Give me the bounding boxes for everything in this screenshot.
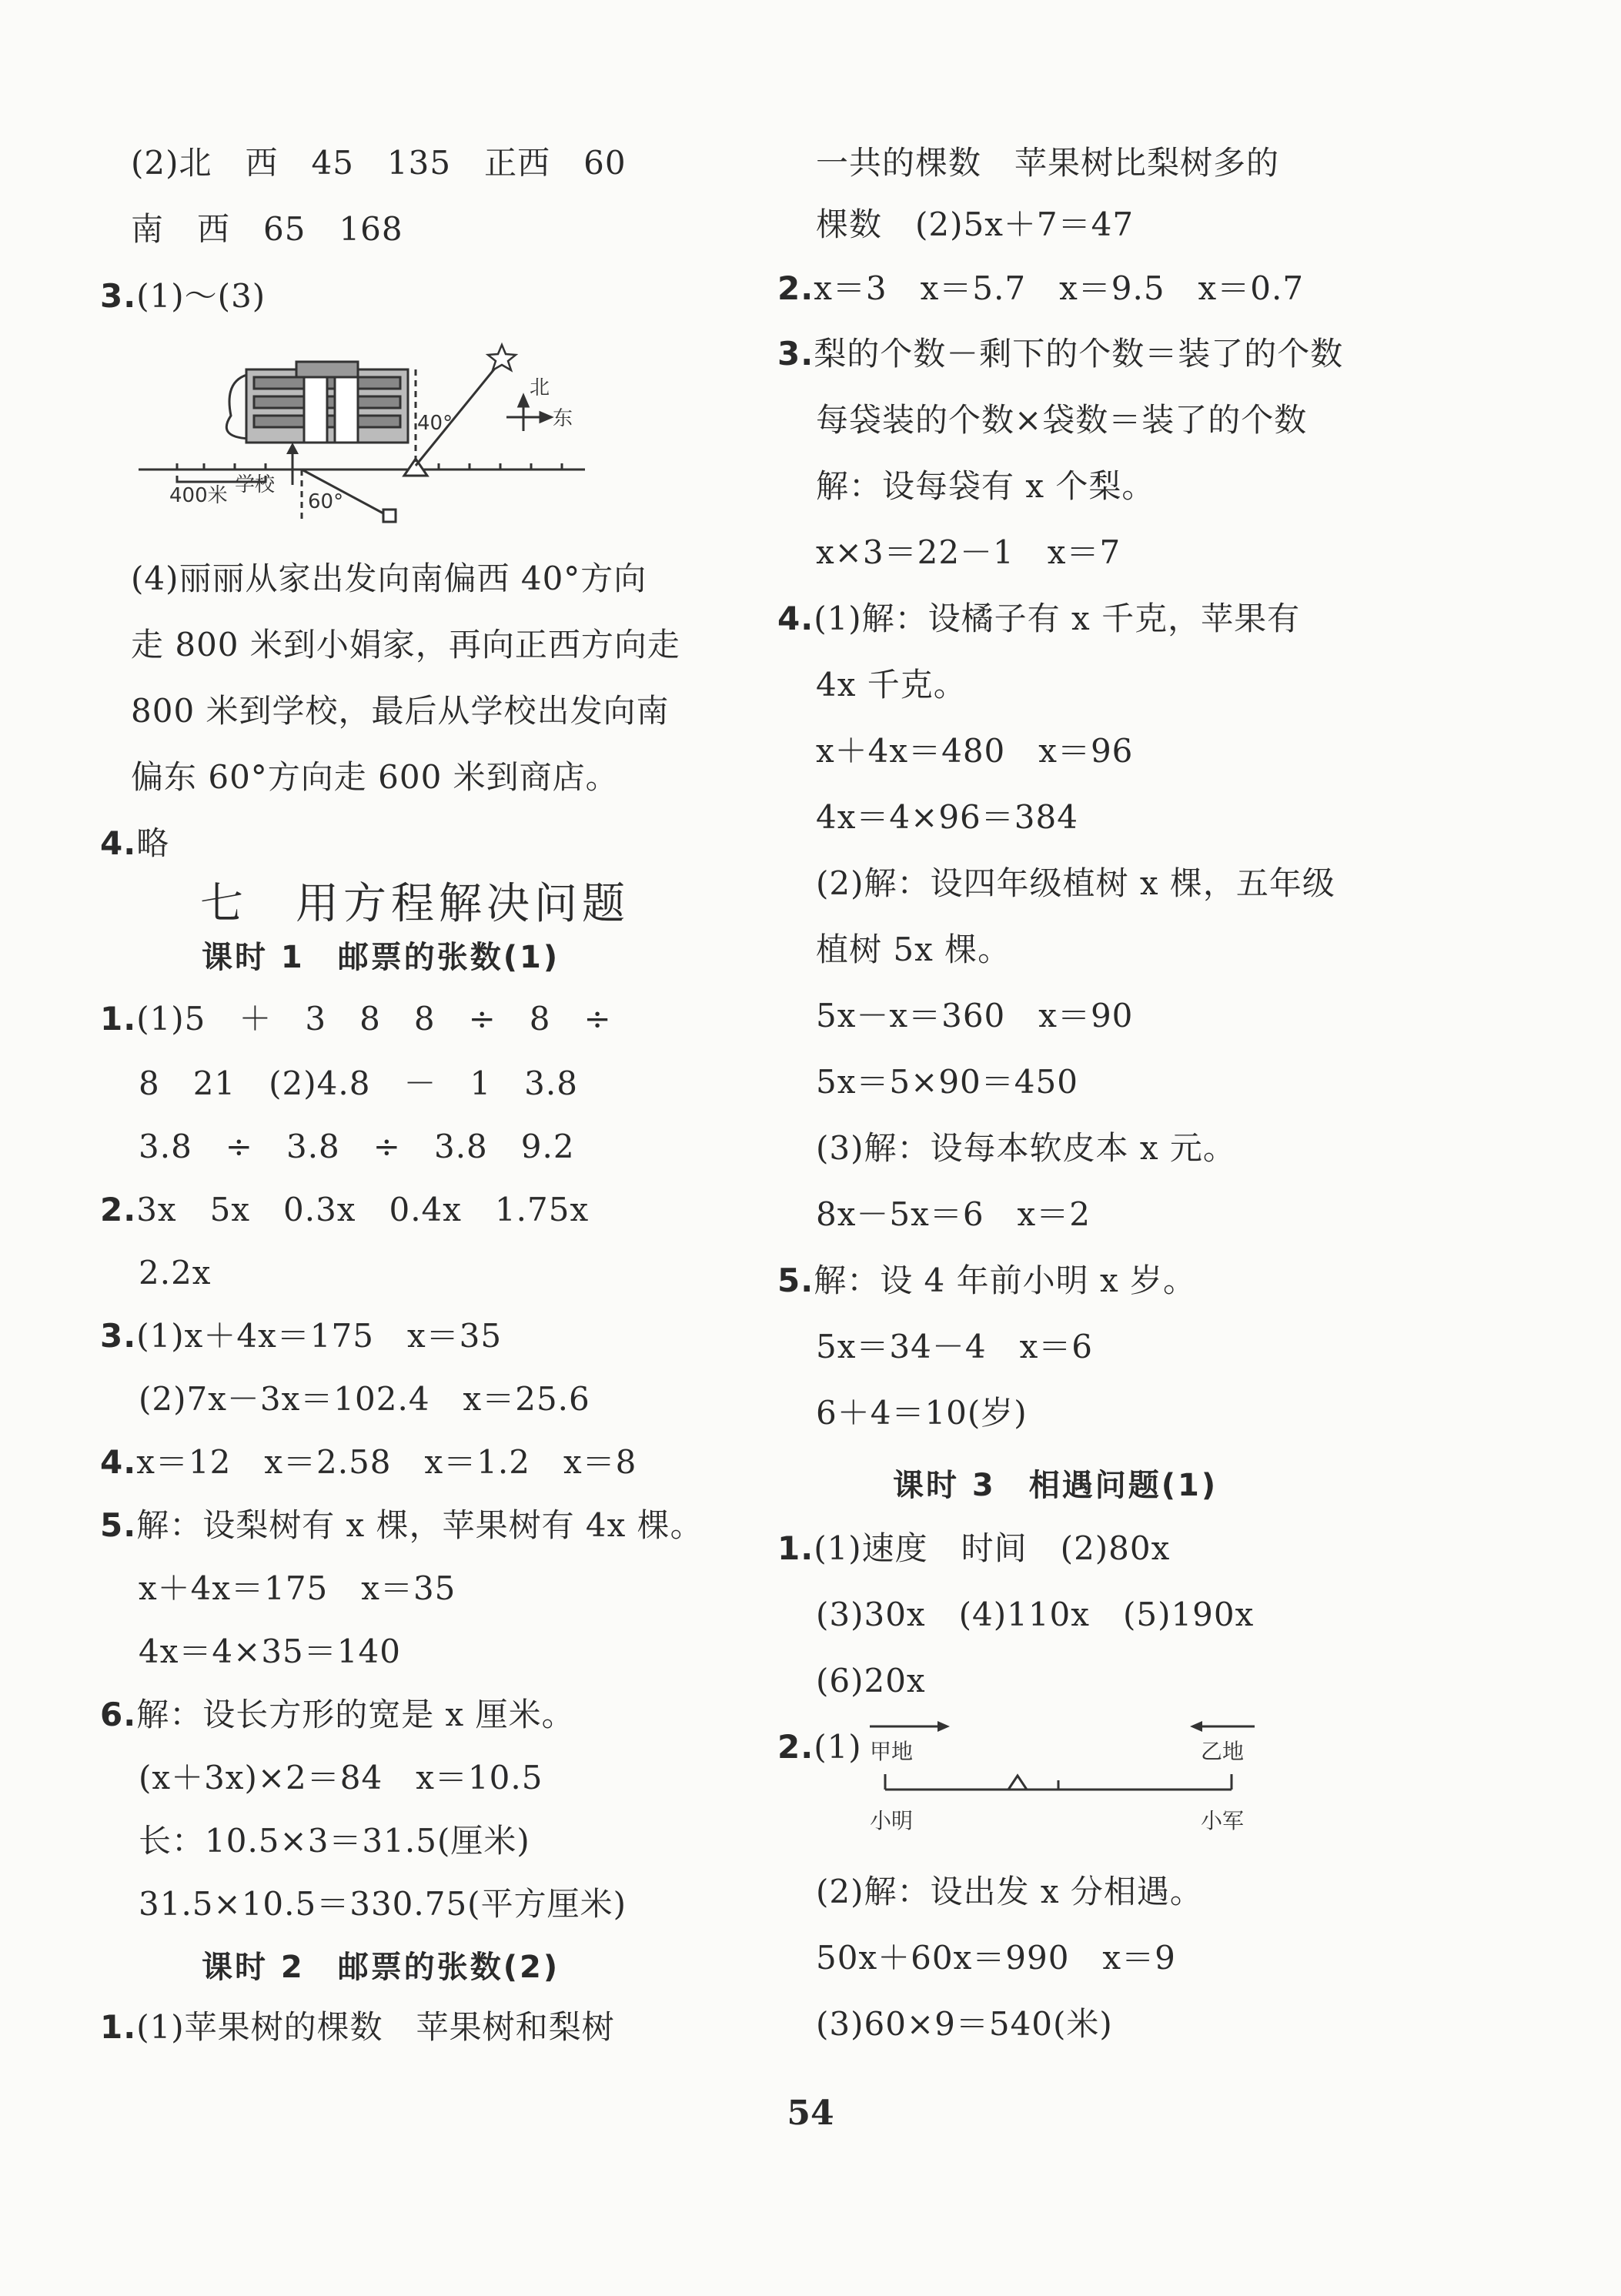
answer-line: 5.解：设梨树有 x 棵，苹果树有 4x 棵。 [100,1506,704,1544]
answer-line: 4x＝4×35＝140 [139,1633,401,1670]
scale-label: 400米 [169,484,228,507]
compass-icon [506,396,551,431]
answer-line: 植树 5x 棵。 [816,931,1011,968]
answer-line: 4x 千克。 [816,666,967,704]
answer-line: 1.(1)速度 时间 (2)80x [777,1529,1171,1567]
answer-line: (2)7x－3x＝102.4 x＝25.6 [139,1380,590,1418]
answer-line: 偏东 60°方向走 600 米到商店。 [131,758,619,796]
person-a-label: 小明 [870,1808,914,1833]
answer-line: 5x－x＝360 x＝90 [816,997,1134,1034]
place-b-label: 乙地 [1201,1739,1245,1764]
answer-line: 棵数 (2)5x＋7＝47 [816,206,1135,243]
answer-line: 2.2x [139,1254,212,1292]
answer-line: 2.3x 5x 0.3x 0.4x 1.75x [100,1191,590,1228]
place-a-label: 甲地 [870,1739,914,1764]
answer-line: (4)丽丽从家出发向南偏西 40°方向 [131,560,647,597]
answer-line: x＋4x＝175 x＝35 [139,1569,456,1607]
answer-line: (x＋3x)×2＝84 x＝10.5 [139,1759,543,1796]
answer-line: 4.(1)解：设橘子有 x 千克，苹果有 [777,600,1301,637]
answer-line: 3.梨的个数－剩下的个数＝装了的个数 [777,335,1344,373]
answer-line: 解：设每袋有 x 个梨。 [816,467,1155,505]
answer-line: 50x＋60x＝990 x＝9 [816,1939,1176,1977]
house-icon [226,362,408,443]
shop-marker [383,510,396,522]
angle-40-label: 40° [417,412,453,435]
answer-line: 6.解：设长方形的宽是 x 厘米。 [100,1696,575,1733]
meeting-figure [862,1713,1262,1859]
answer-line: 1.(1)苹果树的棵数 苹果树和梨树 [100,2008,615,2046]
east-label: 东 [553,407,573,430]
answer-line: 5x＝5×90＝450 [816,1063,1078,1101]
answer-line: 4x＝4×96＝384 [816,798,1078,836]
section-title: 七 用方程解决问题 [200,879,630,929]
answer-line: 3.8 ÷ 3.8 ÷ 3.8 9.2 [139,1128,575,1165]
school-label: 学校 [235,473,276,496]
answer-line: 4.略 [100,824,170,862]
answer-line: 2.x＝3 x＝5.7 x＝9.5 x＝0.7 [777,269,1305,307]
answer-line: 南 西 65 168 [131,210,403,248]
lesson-2-title: 课时 2 邮票的张数(2) [202,1950,560,1985]
answer-line: 8x－5x＝6 x＝2 [816,1195,1091,1233]
answer-line: 8 21 (2)4.8 － 1 3.8 [139,1064,578,1102]
answer-line: 一共的棵数 苹果树比梨树多的 [816,144,1280,182]
north-label: 北 [530,376,550,399]
answer-line: (3)30x (4)110x (5)190x [816,1596,1255,1633]
answer-line: (3)60×9＝540(米) [816,2005,1113,2043]
answer-line: 每袋装的个数×袋数＝装了的个数 [816,401,1308,439]
answer-line: 5x＝34－4 x＝6 [816,1328,1093,1365]
answer-line: 走 800 米到小娟家，再向正西方向走 [131,626,680,663]
answer-line: 2.(1) [777,1728,862,1766]
page-number: 54 [787,2094,834,2133]
lesson-3-title: 课时 3 相遇问题(1) [893,1468,1218,1503]
meeting-point-marker [1008,1776,1027,1790]
star-marker [488,345,516,370]
answer-line: x×3＝22－1 x＝7 [816,533,1121,571]
answer-line: 4.x＝12 x＝2.58 x＝1.2 x＝8 [100,1443,637,1481]
answer-line: (6)20x [816,1662,926,1699]
answer-line: (2)解：设出发 x 分相遇。 [816,1873,1203,1910]
lesson-1-title: 课时 1 邮票的张数(1) [202,940,560,975]
answer-line: 31.5×10.5＝330.75(平方厘米) [139,1885,627,1923]
angle-60-label: 60° [308,490,344,513]
answer-line: (3)解：设每本软皮本 x 元。 [816,1129,1236,1167]
answer-line: 5.解：设 4 年前小明 x 岁。 [777,1262,1196,1299]
answer-line: 3.(1)～(3) [100,277,266,315]
direction-figure [131,331,593,531]
answer-line: 6＋4＝10(岁) [816,1394,1028,1432]
answer-line: 800 米到学校，最后从学校出发向南 [131,692,670,730]
person-b-label: 小军 [1201,1808,1245,1833]
answer-line: 1.(1)5 ＋ 3 8 8 ÷ 8 ÷ [100,1000,612,1038]
answer-line: (2)解：设四年级植树 x 棵，五年级 [816,864,1335,902]
answer-line: 长：10.5×3＝31.5(厘米) [139,1822,530,1860]
answer-line: 3.(1)x＋4x＝175 x＝35 [100,1317,503,1355]
answer-line: (2)北 西 45 135 正西 60 [131,144,627,182]
answer-line: x＋4x＝480 x＝96 [816,732,1134,770]
